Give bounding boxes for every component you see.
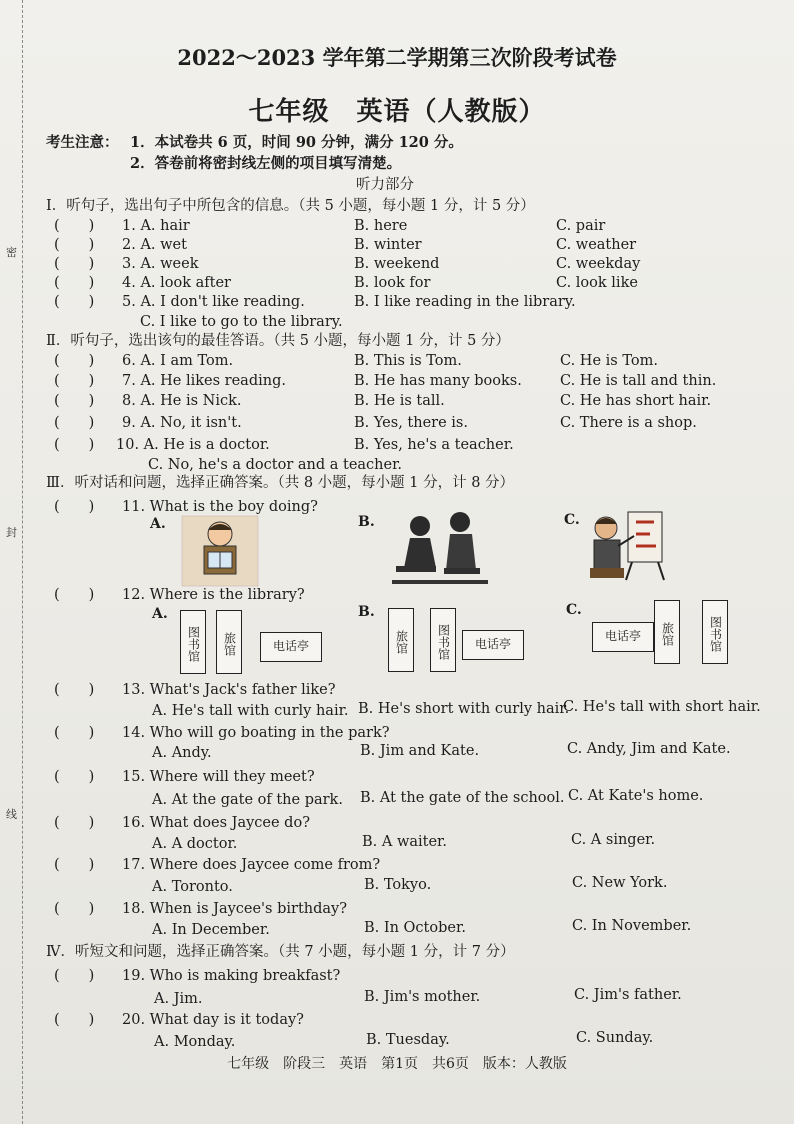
question-11-label-c: C. — [564, 512, 580, 528]
question-6-option-b: B. This is Tom. — [354, 353, 462, 369]
answer-bracket[interactable]: ( ) — [54, 373, 95, 389]
question-11-label-a: A. — [150, 516, 166, 532]
question-8-option-c: C. He has short hair. — [560, 393, 712, 409]
answer-bracket[interactable]: ( ) — [54, 256, 95, 272]
question-7-option-b: B. He has many books. — [354, 373, 522, 389]
question-12-label-b: B. — [358, 604, 375, 620]
question-18-option-b: B. In October. — [364, 920, 466, 936]
map-c-library[interactable]: 图书馆 — [702, 600, 728, 664]
exam-subtitle: 七年级 英语（人教版） — [248, 97, 546, 127]
map-c-hotel[interactable]: 旅馆 — [654, 600, 680, 664]
answer-bracket[interactable]: ( ) — [54, 1012, 95, 1028]
page-footer: 七年级 阶段三 英语 第1页 共6页 版本：人教版 — [227, 1056, 567, 1072]
notice-label: 考生注意： — [46, 134, 119, 151]
question-18-option-c: C. In November. — [572, 918, 692, 934]
map-a-library[interactable]: 图书馆 — [180, 610, 206, 674]
answer-bracket[interactable]: ( ) — [54, 725, 95, 741]
question-13-option-c: C. He's tall with short hair. — [563, 699, 761, 715]
question-16-option-c: C. A singer. — [571, 832, 656, 848]
section-4-heading: Ⅳ．听短文和问题，选择正确答案。（共 7 小题，每小题 1 分，计 7 分） — [46, 944, 515, 960]
question-16-option-b: B. A waiter. — [362, 834, 448, 850]
question-15-stem: 15. Where will they meet? — [122, 769, 315, 785]
part-title: 听力部分 — [356, 177, 414, 193]
question-17-option-b: B. Tokyo. — [364, 877, 432, 893]
map-c-phone-booth[interactable]: 电话亭 — [592, 622, 654, 652]
answer-bracket[interactable]: ( ) — [54, 499, 95, 515]
section-1-heading: Ⅰ．听句子，选出句子中所包含的信息。（共 5 小题，每小题 1 分，计 5 分） — [46, 198, 535, 214]
question-7-option-c: C. He is tall and thin. — [560, 373, 717, 389]
question-10-option-c: C. No, he's a doctor and a teacher. — [148, 457, 403, 473]
question-9-option-c: C. There is a shop. — [560, 415, 697, 431]
question-19-option-b: B. Jim's mother. — [364, 989, 481, 1005]
question-12-label-a: A. — [152, 606, 168, 622]
answer-bracket[interactable]: ( ) — [54, 901, 95, 917]
question-3-option-a: 3. A. week — [122, 256, 199, 272]
kids-sitting-image[interactable] — [392, 508, 488, 586]
question-16-stem: 16. What does Jaycee do? — [122, 815, 310, 831]
question-20-stem: 20. What day is it today? — [122, 1012, 304, 1028]
map-a-hotel[interactable]: 旅馆 — [216, 610, 242, 674]
map-b-phone-booth[interactable]: 电话亭 — [462, 630, 524, 660]
question-9-option-b: B. Yes, there is. — [354, 415, 468, 431]
answer-bracket[interactable]: ( ) — [54, 218, 95, 234]
section-3-heading: Ⅲ．听对话和问题，选择正确答案。（共 8 小题，每小题 1 分，计 8 分） — [46, 475, 515, 491]
question-14-option-a: A. Andy. — [152, 745, 212, 761]
question-1-option-c: C. pair — [556, 218, 606, 234]
map-b-hotel[interactable]: 旅馆 — [388, 608, 414, 672]
question-17-stem: 17. Where does Jaycee come from? — [122, 857, 381, 873]
question-13-option-b: B. He's short with curly hair. — [358, 701, 570, 717]
question-19-option-a: A. Jim. — [154, 991, 203, 1007]
question-14-option-c: C. Andy, Jim and Kate. — [567, 741, 731, 757]
question-15-option-c: C. At Kate's home. — [568, 788, 704, 804]
map-b-library[interactable]: 图书馆 — [430, 608, 456, 672]
section-2-heading: Ⅱ．听句子，选出该句的最佳答语。（共 5 小题，每小题 1 分，计 5 分） — [46, 333, 510, 349]
question-6-option-a: 6. A. I am Tom. — [122, 353, 234, 369]
seal-mark: 密 — [6, 246, 17, 259]
question-17-option-c: C. New York. — [572, 875, 668, 891]
question-6-option-c: C. He is Tom. — [560, 353, 658, 369]
seal-mark: 封 — [6, 526, 17, 539]
answer-bracket[interactable]: ( ) — [54, 587, 95, 603]
answer-bracket[interactable]: ( ) — [54, 353, 95, 369]
question-4-option-c: C. look like — [556, 275, 638, 291]
question-20-option-c: C. Sunday. — [576, 1030, 654, 1046]
question-2-option-a: 2. A. wet — [122, 237, 187, 253]
question-10-option-a: 10. A. He is a doctor. — [116, 437, 270, 453]
question-5-option-c: C. I like to go to the library. — [140, 314, 343, 330]
question-1-option-a: 1. A. hair — [122, 218, 190, 234]
question-1-option-b: B. here — [354, 218, 408, 234]
question-13-stem: 13. What's Jack's father like? — [122, 682, 336, 698]
answer-bracket[interactable]: ( ) — [54, 437, 95, 453]
question-2-option-b: B. winter — [354, 237, 422, 253]
seal-mark: 线 — [6, 808, 17, 821]
question-4-option-b: B. look for — [354, 275, 431, 291]
question-12-label-c: C. — [566, 602, 582, 618]
question-18-stem: 18. When is Jaycee's birthday? — [122, 901, 348, 917]
question-12-stem: 12. Where is the library? — [122, 587, 305, 603]
answer-bracket[interactable]: ( ) — [54, 968, 95, 984]
question-8-option-b: B. He is tall. — [354, 393, 445, 409]
question-14-option-b: B. Jim and Kate. — [360, 743, 480, 759]
question-20-option-a: A. Monday. — [154, 1034, 236, 1050]
answer-bracket[interactable]: ( ) — [54, 294, 95, 310]
question-19-option-c: C. Jim's father. — [574, 987, 682, 1003]
notice-line-2: 2．答卷前将密封线左侧的项目填写清楚。 — [130, 155, 402, 172]
question-5-option-a: 5. A. I don't like reading. — [122, 294, 305, 310]
answer-bracket[interactable]: ( ) — [54, 393, 95, 409]
question-9-option-a: 9. A. No, it isn't. — [122, 415, 242, 431]
question-11-stem: 11. What is the boy doing? — [122, 499, 318, 515]
question-18-option-a: A. In December. — [152, 922, 270, 938]
question-14-stem: 14. Who will go boating in the park? — [122, 725, 390, 741]
exam-title: 2022～2023 学年第二学期第三次阶段考试卷 — [177, 45, 617, 70]
boy-painting-image[interactable] — [584, 506, 670, 584]
answer-bracket[interactable]: ( ) — [54, 857, 95, 873]
question-20-option-b: B. Tuesday. — [366, 1032, 450, 1048]
map-a-phone-booth[interactable]: 电话亭 — [260, 632, 322, 662]
question-11-label-b: B. — [358, 514, 375, 530]
answer-bracket[interactable]: ( ) — [54, 815, 95, 831]
binding-margin — [0, 0, 23, 1124]
question-3-option-b: B. weekend — [354, 256, 440, 272]
question-3-option-c: C. weekday — [556, 256, 641, 272]
question-7-option-a: 7. A. He likes reading. — [122, 373, 286, 389]
question-8-option-a: 8. A. He is Nick. — [122, 393, 242, 409]
question-15-option-b: B. At the gate of the school. — [360, 790, 565, 806]
answer-bracket[interactable]: ( ) — [54, 415, 95, 431]
question-5-option-b: B. I like reading in the library. — [354, 294, 576, 310]
answer-bracket[interactable]: ( ) — [54, 275, 95, 291]
question-13-option-a: A. He's tall with curly hair. — [152, 703, 349, 719]
answer-bracket[interactable]: ( ) — [54, 769, 95, 785]
question-10-option-b: B. Yes, he's a teacher. — [354, 437, 514, 453]
question-4-option-a: 4. A. look after — [122, 275, 231, 291]
boy-reading-image[interactable] — [180, 512, 260, 588]
question-16-option-a: A. A doctor. — [152, 836, 238, 852]
question-19-stem: 19. Who is making breakfast? — [122, 968, 341, 984]
question-2-option-c: C. weather — [556, 237, 637, 253]
answer-bracket[interactable]: ( ) — [54, 237, 95, 253]
question-17-option-a: A. Toronto. — [152, 879, 233, 895]
notice-line-1: 1．本试卷共 6 页，时间 90 分钟，满分 120 分。 — [130, 134, 463, 151]
answer-bracket[interactable]: ( ) — [54, 682, 95, 698]
question-15-option-a: A. At the gate of the park. — [152, 792, 343, 808]
